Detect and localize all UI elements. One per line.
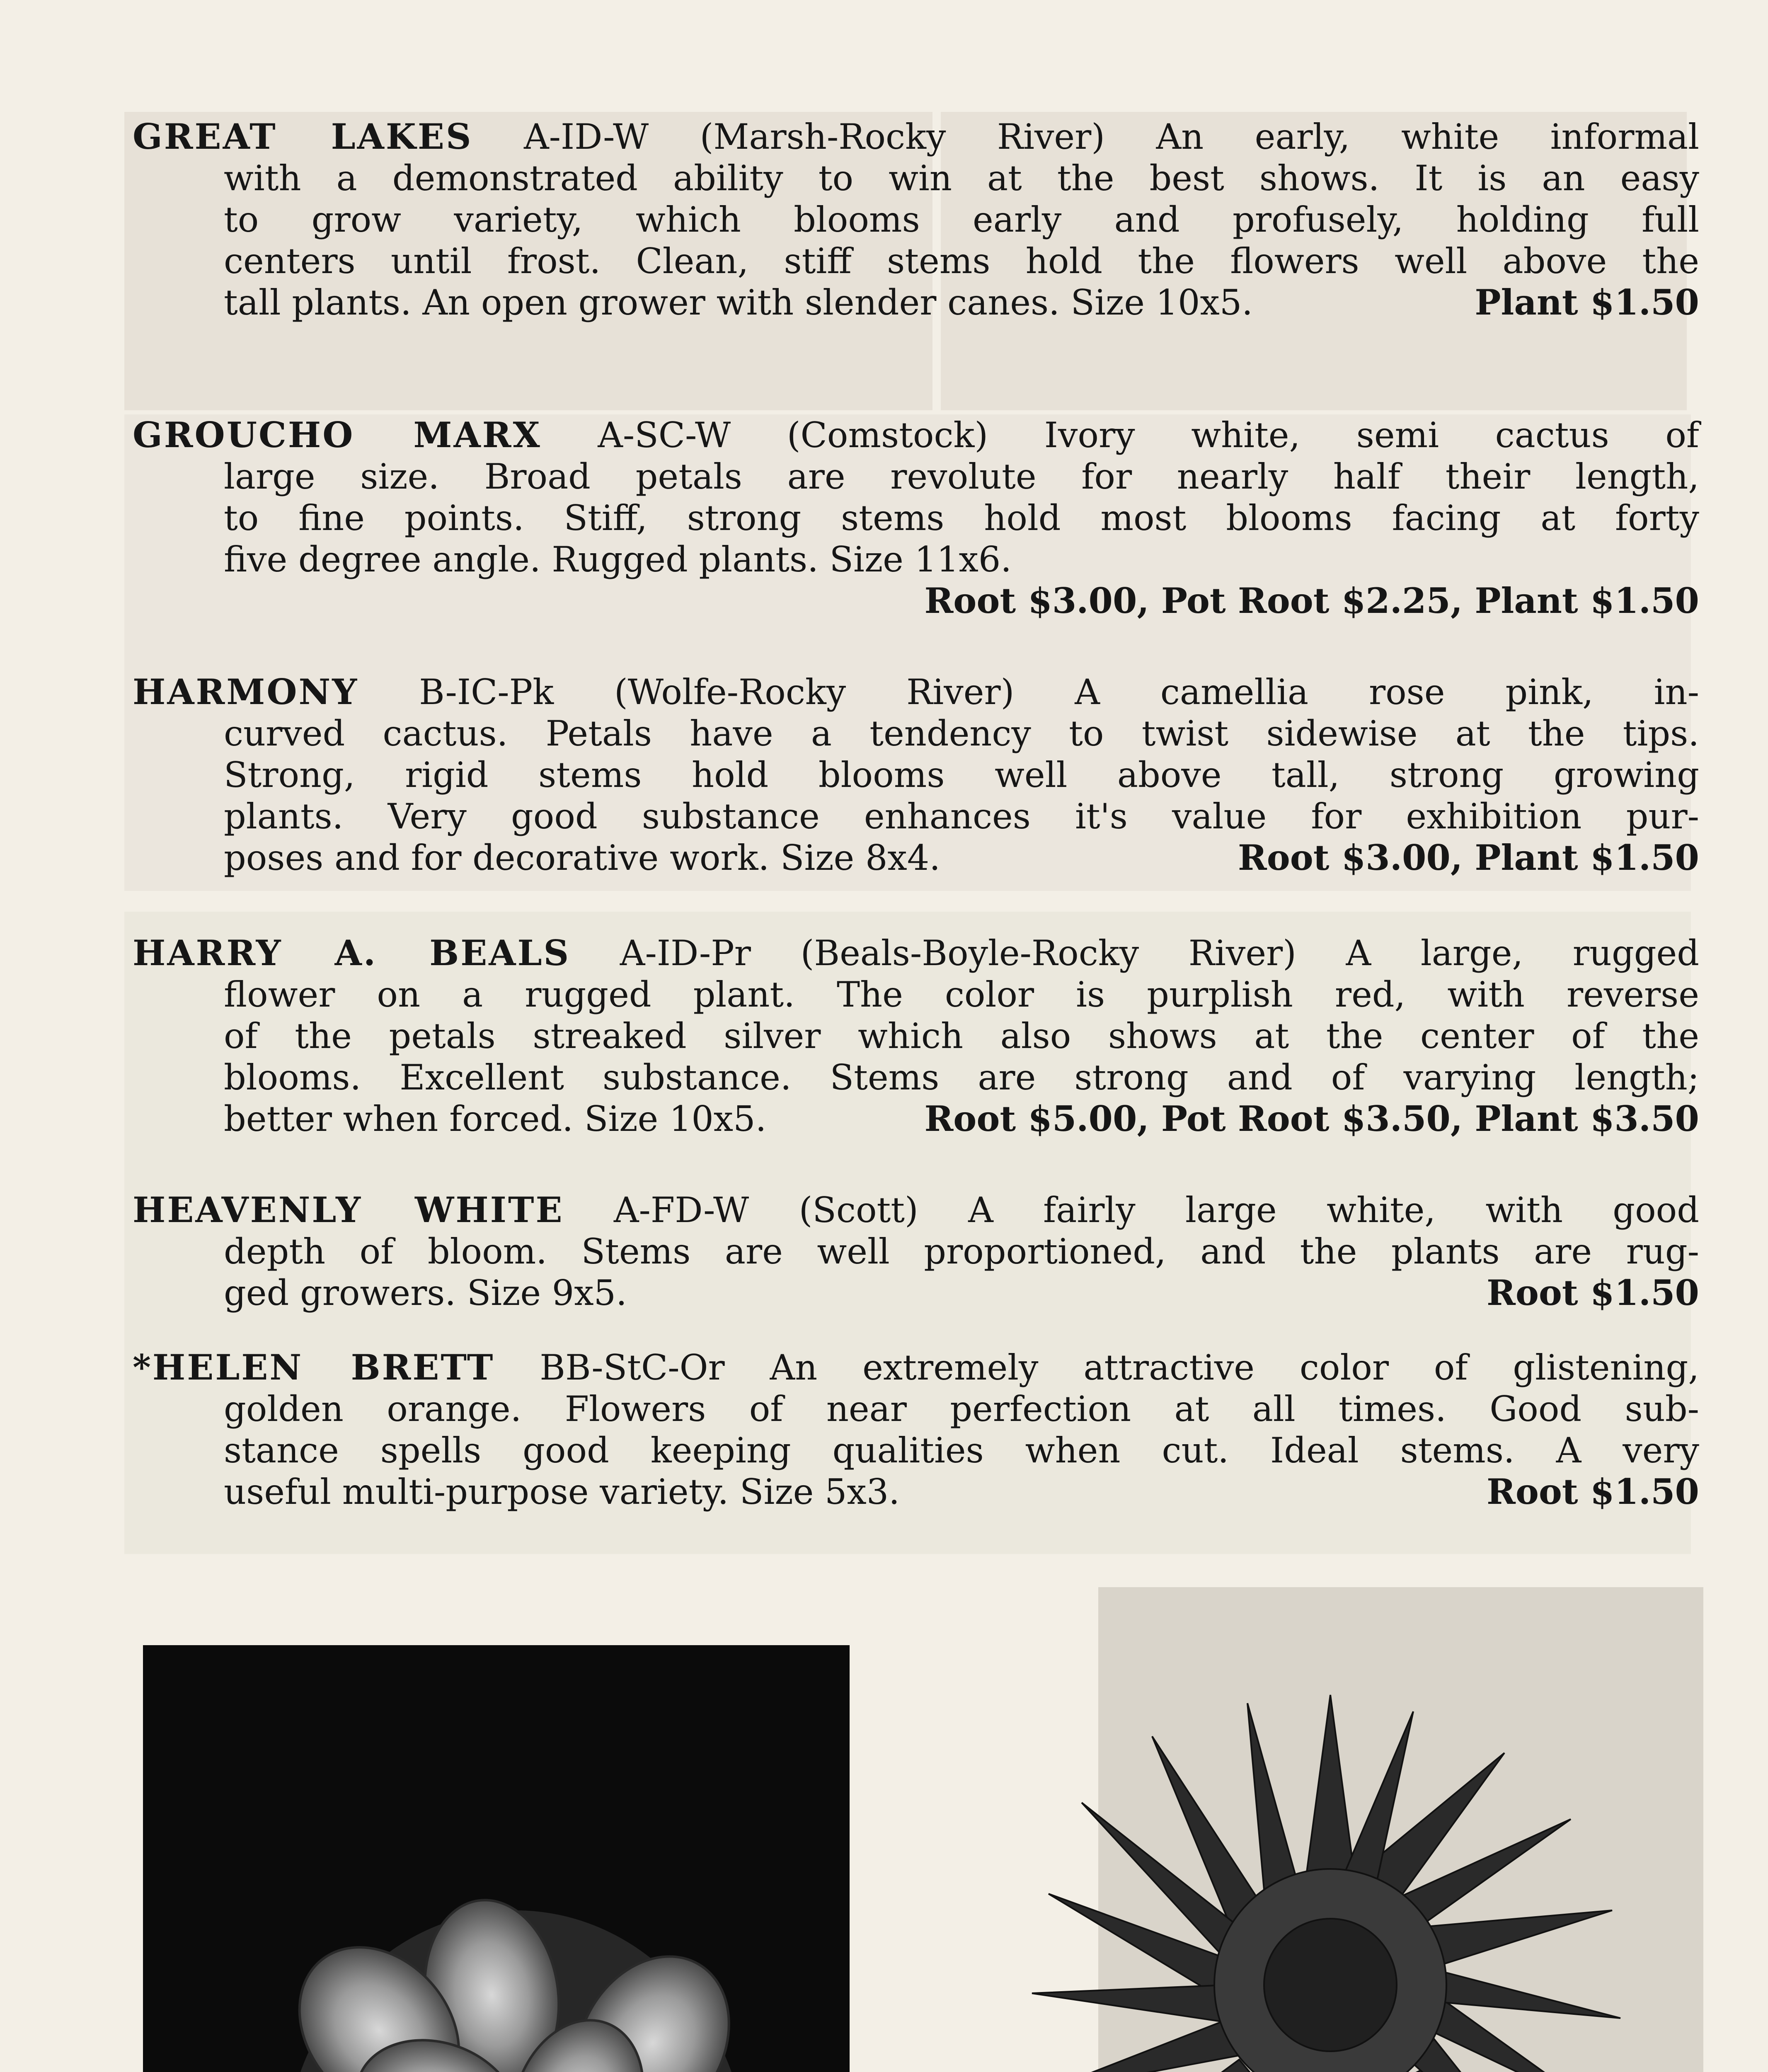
entry-helen-brett [133,1347,1699,1513]
entry-text: better when forced. Size 10x5. [224,1099,767,1139]
entry-name: HARMONY [133,671,359,712]
entry-text: A-ID-W (Marsh-Rocky River) An early, white informal [472,116,1699,157]
entry-text: useful multi-purpose variety. Size 5x3. [224,1472,900,1512]
entry-text: large size. Broad petals are revolute for nearly half their length, [224,456,1699,497]
entry-text: A-SC-W (Comstock) Ivory white, semi cactus of [541,415,1699,455]
entry-price: Root $5.00, Pot Root $3.50, Plant $3.50 [924,1098,1699,1139]
entry-price: Root $3.00, Plant $1.50 [1238,837,1699,878]
entry-text: BB-StC-Or An extremely attractive color of glistening, [494,1347,1699,1388]
entry-text: flower on a rugged plant. The color is purplish red, with reverse [224,974,1699,1015]
entry-text: five degree angle. Rugged plants. Size 11x6. [224,539,1012,580]
entry-price: Plant $1.50 [1475,282,1699,323]
entry-text: Strong, rigid stems hold blooms well above tall, strong growing [224,755,1699,795]
entry-name: HARRY A. BEALS [133,932,571,973]
entry-text: of the petals streaked silver which also shows at the center of the [224,1016,1699,1056]
entry-name: HEAVENLY WHITE [133,1189,564,1230]
entry-text: ged growers. Size 9x5. [224,1273,627,1313]
entry-text: with a demonstrated ability to win at the best shows. It is an easy [224,158,1699,198]
entry-text: depth of bloom. Stems are well proportioned, and the plants are rug- [224,1231,1699,1272]
entry-name: GROUCHO MARX [133,414,542,455]
entry-text: golden orange. Flowers of near perfection at all times. Good sub- [224,1389,1699,1429]
entry-text: plants. Very good substance enhances it's value for exhibition pur- [224,796,1699,837]
entry-harmony [133,671,1699,879]
harry-a-beals-photo [850,1587,1703,2072]
entry-text: A-ID-Pr (Beals-Boyle-Rocky River) A large, rugged [570,933,1699,973]
entry-harry-a-beals [133,932,1699,1140]
entry-text: poses and for decorative work. Size 8x4. [224,838,940,878]
great-lakes-photo [143,1645,864,2072]
entry-text: B-IC-Pk (Wolfe-Rocky River) A camellia rose pink, in- [358,672,1699,712]
entry-great-lakes [133,116,1699,323]
entry-price: Root $1.50 [1487,1471,1699,1512]
entry-heavenly-white [133,1189,1699,1314]
entry-text: A-FD-W (Scott) A fairly large white, with good [564,1190,1699,1230]
entry-text: curved cactus. Petals have a tendency to twist sidewise at the tips. [224,713,1699,754]
entry-text: blooms. Excellent substance. Stems are strong and of varying length; [224,1057,1699,1098]
entry-name: *HELEN BRETT [133,1347,495,1388]
entry-price: Root $3.00, Pot Root $2.25, Plant $1.50 [924,580,1699,621]
entry-price: Root $1.50 [1487,1272,1699,1313]
entry-text: to fine points. Stiff, strong stems hold most blooms facing at forty [224,498,1699,538]
dark-dahlia-image [850,1587,1703,2072]
entry-groucho-marx [133,414,1699,622]
white-dahlia-image [143,1645,864,2072]
entry-text: stance spells good keeping qualities when cut. Ideal stems. A very [224,1430,1699,1471]
entry-text: to grow variety, which blooms early and profusely, holding full [224,199,1699,240]
entry-text: tall plants. An open grower with slender canes. Size 10x5. [224,282,1253,323]
entry-name: GREAT LAKES [133,116,473,157]
entry-text: centers until frost. Clean, stiff stems hold the flowers well above the [224,241,1699,281]
